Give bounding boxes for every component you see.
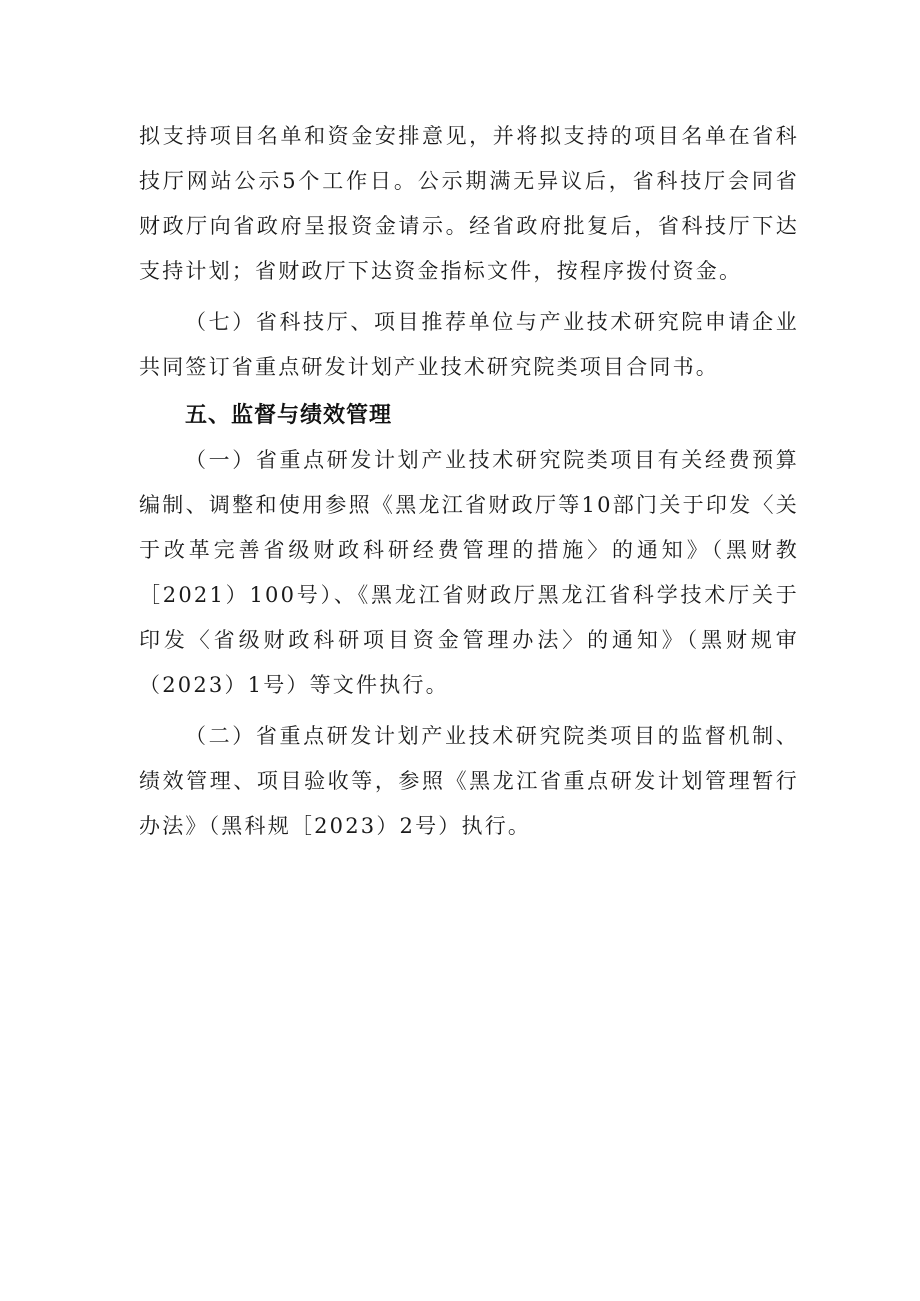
paragraph-item-seven: （七）省科技厅、项目推荐单位与产业技术研究院申请企业共同签订省重点研发计划产业技术研究院类项目合同书。 <box>139 310 799 379</box>
paragraph-continuation: 拟支持项目名单和资金安排意见，并将拟支持的项目名单在省科技厅网站公示5个工作日。公示期满无异议后，省科技厅会同省财政厅向省政府呈报资金请示。经省政府批复后，省科技厅下达支持计划；省财政厅下达资金指标文件，按程序拨付资金。 <box>139 124 799 283</box>
paragraph-item-two: （二）省重点研发计划产业技术研究院类项目的监督机制、绩效管理、项目验收等，参照《黑龙江省重点研发计划管理暂行办法》（黑科规［2023）2号）执行。 <box>139 724 799 838</box>
section-five-heading: 五、监督与绩效管理 <box>185 403 393 428</box>
document-body <box>139 114 799 849</box>
paragraph-item-one: （一）省重点研发计划产业技术研究院类项目有关经费预算编制、调整和使用参照《黑龙江省财政厅等10部门关于印发〈关于改革完善省级财政科研经费管理的措施〉的通知》（黑财教［2021）100号）、《黑龙江省财政厅黑龙江省科学技术厅关于印发〈省级财政科研项目资金管理办法〉的通知》（黑财规审（2023）1号）等文件执行。 <box>139 448 799 697</box>
